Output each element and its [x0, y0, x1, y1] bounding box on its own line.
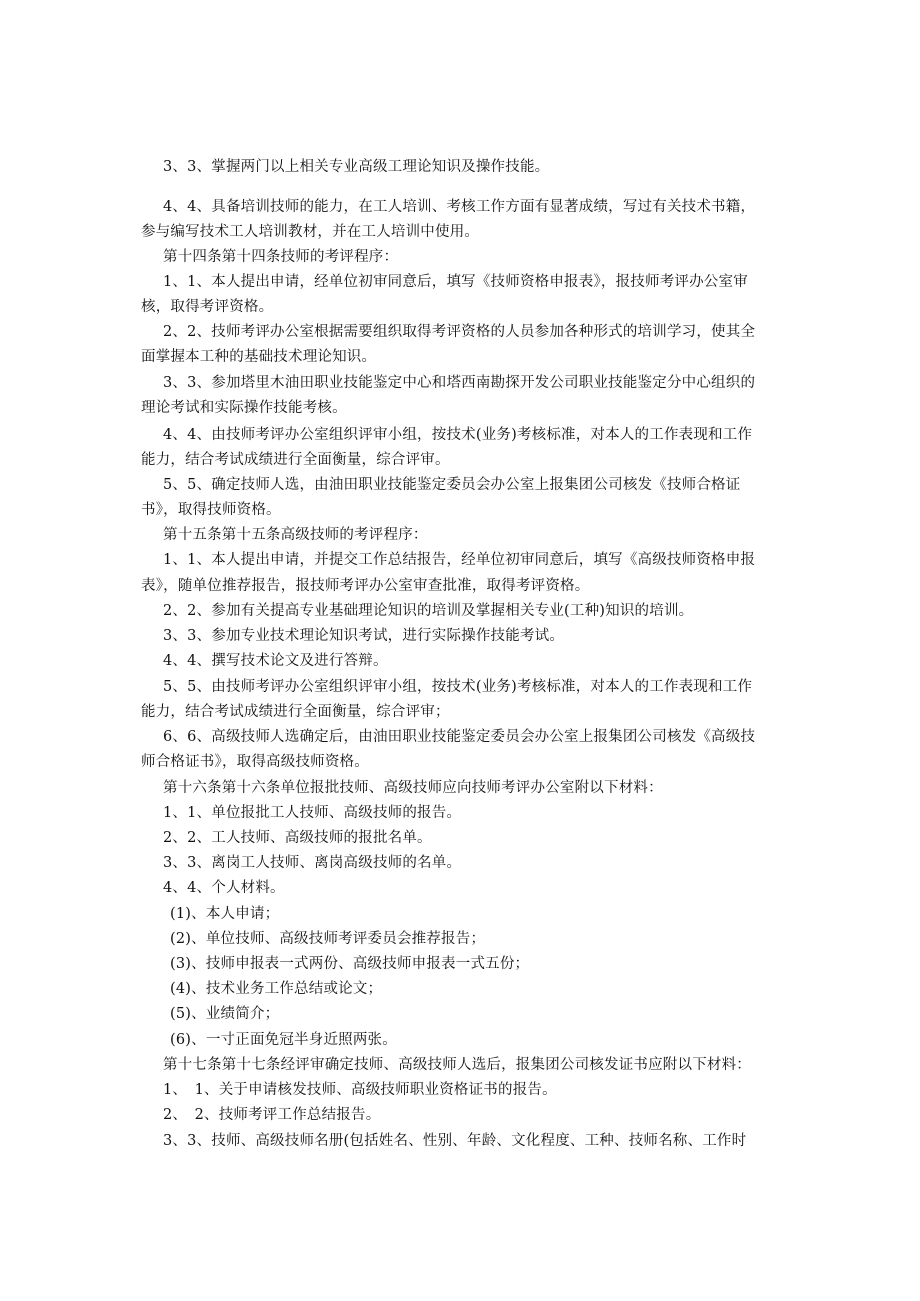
text-line: 4、4、具备培训技师的能力，在工人培训、考核工作方面有显著成绩，写过有关技术书籍，	[163, 199, 756, 215]
text-line: 1、1、本人提出申请，经单位初审同意后，填写《技师资格申报表》，报技师考评办公室审	[163, 274, 748, 290]
text-line: 5、5、由技师考评办公室组织评审小组，按技术(业务)考核标准，对本人的工作表现和工作	[163, 679, 753, 695]
section-heading: 第十五条第十五条高级技师的考评程序：	[163, 527, 428, 543]
text-line: 2、2、工人技师、高级技师的报批名单。	[163, 830, 432, 846]
text-line: 4、4、个人材料。	[163, 880, 285, 896]
list-item: (1)、本人申请；	[170, 906, 280, 922]
text-line: 面掌握本工种的基础技术理论知识。	[141, 349, 377, 365]
text-line: 2、2、技师考评办公室根据需要组织取得考评资格的人员参加各种形式的培训学习，使其全	[163, 324, 756, 340]
text-line: 5、5、确定技师人选，由油田职业技能鉴定委员会办公室上报集团公司核发《技师合格证	[163, 477, 741, 493]
text-line: 1、 1、关于申请核发技师、高级技师职业资格证书的报告。	[163, 1082, 557, 1098]
section-heading: 第十六条第十六条单位报批技师、高级技师应向技师考评办公室附以下材料：	[163, 780, 663, 796]
text-line: 能力，结合考试成绩进行全面衡量，综合评审；	[141, 704, 450, 720]
section-heading: 第十七条第十七条经评审确定技师、高级技师人选后，报集团公司核发证书应附以下材料：	[163, 1057, 751, 1073]
text-line: 3、3、技师、高级技师名册(包括姓名、性别、年龄、文化程度、工种、技师名称、工作时	[163, 1133, 747, 1149]
text-line: 核，取得考评资格。	[141, 299, 274, 315]
text-line: 1、1、单位报批工人技师、高级技师的报告。	[163, 805, 462, 821]
text-line: 4、4、撰写技术论文及进行答辩。	[163, 653, 388, 669]
text-line: 3、3、掌握两门以上相关专业高级工理论知识及操作技能。	[163, 159, 550, 175]
list-item: (5)、业绩简介；	[170, 1006, 280, 1022]
text-line: 师合格证书》，取得高级技师资格。	[141, 754, 369, 770]
text-line: 表》，随单位推荐报告，报技师考评办公室审查批准，取得考评资格。	[141, 578, 590, 594]
text-line: 3、3、参加专业技术理论知识考试，进行实际操作技能考试。	[163, 628, 565, 644]
text-line: 1、1、本人提出申请，并提交工作总结报告，经单位初审同意后，填写《高级技师资格申报	[163, 552, 756, 568]
text-line: 6、6、高级技师人选确定后，由油田职业技能鉴定委员会办公室上报集团公司核发《高级技	[163, 729, 756, 745]
list-item: (4)、技术业务工作总结或论文；	[170, 981, 383, 997]
text-line: 2、 2、技师考评工作总结报告。	[163, 1107, 381, 1123]
text-line: 4、4、由技师考评办公室组织评审小组，按技术(业务)考核标准，对本人的工作表现和工作	[163, 427, 753, 443]
text-line: 3、3、离岗工人技师、离岗高级技师的名单。	[163, 855, 462, 871]
list-item: (3)、技师申报表一式两份、高级技师申报表一式五份；	[170, 956, 530, 972]
text-line: 2、2、参加有关提高专业基础理论知识的培训及掌握相关专业(工种)知识的培训。	[163, 603, 694, 619]
text-line: 参与编写技术工人培训教材，并在工人培训中使用。	[141, 224, 480, 240]
text-line: 3、3、参加塔里木油田职业技能鉴定中心和塔西南勘探开发公司职业技能鉴定分中心组织的	[163, 375, 756, 391]
text-line: 书》，取得技师资格。	[141, 502, 281, 518]
list-item: (6)、一寸正面免冠半身近照两张。	[170, 1032, 397, 1048]
section-heading: 第十四条第十四条技师的考评程序：	[163, 249, 399, 265]
text-line: 理论考试和实际操作技能考核。	[141, 400, 347, 416]
text-line: 能力，结合考试成绩进行全面衡量，综合评审。	[141, 452, 450, 468]
list-item: (2)、单位技师、高级技师考评委员会推荐报告；	[170, 931, 486, 947]
